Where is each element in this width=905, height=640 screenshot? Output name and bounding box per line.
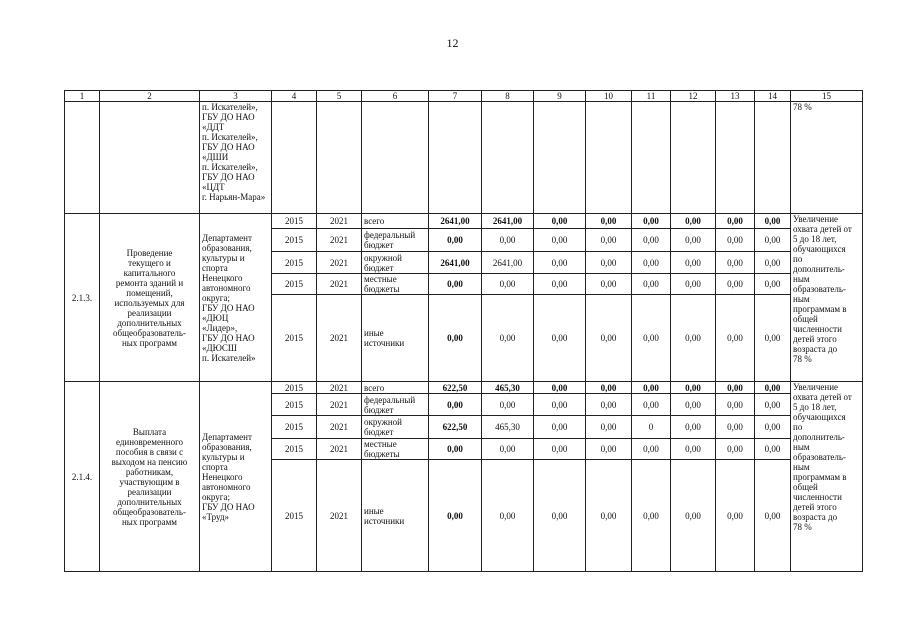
column-header: 13 bbox=[716, 91, 755, 102]
page-number: 12 bbox=[446, 36, 459, 50]
cell-amount: 0,00 bbox=[482, 460, 534, 572]
cell-amount: 0,00 bbox=[482, 295, 534, 382]
cell-amount: 0,00 bbox=[534, 252, 586, 274]
cell-amount: 0,00 bbox=[755, 416, 791, 439]
cell-amount: 0,00 bbox=[586, 252, 632, 274]
column-header: 4 bbox=[272, 91, 317, 102]
cell-start-year: 2015 bbox=[272, 382, 317, 394]
cell-amount: 0,00 bbox=[534, 460, 586, 572]
cell-end-year: 2021 bbox=[317, 382, 362, 394]
cell-end-year: 2021 bbox=[317, 416, 362, 439]
cell-code: 2.1.4. bbox=[65, 382, 100, 572]
cell-amount: 0,00 bbox=[632, 274, 671, 295]
cell-empty bbox=[632, 102, 671, 214]
cell-empty bbox=[482, 102, 534, 214]
cell-amount: 0,00 bbox=[632, 460, 671, 572]
cell-name bbox=[100, 102, 200, 214]
cell-amount: 0,00 bbox=[534, 295, 586, 382]
continuation-row bbox=[65, 102, 863, 214]
cell-amount: 0,00 bbox=[586, 295, 632, 382]
cell-end-year: 2021 bbox=[317, 295, 362, 382]
cell-amount: 2641,00 bbox=[482, 252, 534, 274]
cell-amount: 0,00 bbox=[671, 416, 716, 439]
cell-amount: 0,00 bbox=[632, 295, 671, 382]
column-header: 9 bbox=[534, 91, 586, 102]
cell-amount: 0,00 bbox=[671, 295, 716, 382]
cell-end-year: 2021 bbox=[317, 394, 362, 416]
cell-amount: 0,00 bbox=[429, 460, 482, 572]
cell-funding-source: всего bbox=[362, 214, 429, 229]
cell-amount: 0,00 bbox=[632, 252, 671, 274]
cell-end-year: 2021 bbox=[317, 274, 362, 295]
column-header: 3 bbox=[200, 91, 272, 102]
cell-funding-source: всего bbox=[362, 382, 429, 394]
cell-amount: 0,00 bbox=[586, 460, 632, 572]
table-row bbox=[65, 214, 863, 229]
cell-amount: 0,00 bbox=[671, 439, 716, 460]
cell-empty bbox=[362, 102, 429, 214]
cell-amount: 0,00 bbox=[429, 295, 482, 382]
cell-empty bbox=[534, 102, 586, 214]
cell-result: 78 % bbox=[791, 102, 863, 214]
cell-funding-source: иные источники bbox=[362, 460, 429, 572]
cell-amount: 0,00 bbox=[716, 295, 755, 382]
cell-amount: 0,00 bbox=[586, 439, 632, 460]
cell-code: 2.1.3. bbox=[65, 214, 100, 382]
cell-amount: 0,00 bbox=[586, 382, 632, 394]
cell-start-year: 2015 bbox=[272, 229, 317, 252]
cell-amount: 0,00 bbox=[755, 229, 791, 252]
cell-amount: 465,30 bbox=[482, 382, 534, 394]
cell-funding-source: местные бюджеты bbox=[362, 439, 429, 460]
cell-amount: 0,00 bbox=[632, 439, 671, 460]
cell-amount: 0,00 bbox=[671, 460, 716, 572]
cell-start-year: 2015 bbox=[272, 252, 317, 274]
cell-amount: 0,00 bbox=[534, 382, 586, 394]
cell-amount: 0,00 bbox=[534, 229, 586, 252]
cell-funding-source: местные бюджеты bbox=[362, 274, 429, 295]
cell-amount: 0 bbox=[632, 416, 671, 439]
cell-empty bbox=[317, 102, 362, 214]
cell-amount: 0,00 bbox=[671, 252, 716, 274]
column-header: 5 bbox=[317, 91, 362, 102]
cell-amount: 2641,00 bbox=[429, 252, 482, 274]
cell-amount: 0,00 bbox=[716, 416, 755, 439]
column-header: 11 bbox=[632, 91, 671, 102]
cell-amount: 0,00 bbox=[716, 229, 755, 252]
cell-amount: 0,00 bbox=[671, 382, 716, 394]
cell-amount: 0,00 bbox=[586, 229, 632, 252]
cell-amount: 0,00 bbox=[671, 274, 716, 295]
cell-amount: 2641,00 bbox=[429, 214, 482, 229]
cell-funding-source: федеральный бюджет bbox=[362, 229, 429, 252]
cell-amount: 0,00 bbox=[755, 439, 791, 460]
cell-amount: 0,00 bbox=[482, 229, 534, 252]
cell-end-year: 2021 bbox=[317, 252, 362, 274]
cell-amount: 0,00 bbox=[482, 394, 534, 416]
cell-name: Проведение текущего и капитального ремонта зданий и помещений, используемых для реализации дополнительных общеобразователь- ных программ bbox=[100, 214, 200, 382]
cell-amount: 0,00 bbox=[632, 214, 671, 229]
cell-amount: 0,00 bbox=[716, 214, 755, 229]
cell-funding-source: иные источники bbox=[362, 295, 429, 382]
cell-amount: 0,00 bbox=[586, 274, 632, 295]
cell-empty bbox=[716, 102, 755, 214]
cell-amount: 0,00 bbox=[429, 229, 482, 252]
cell-amount: 0,00 bbox=[429, 439, 482, 460]
column-header: 14 bbox=[755, 91, 791, 102]
cell-amount: 0,00 bbox=[534, 274, 586, 295]
cell-start-year: 2015 bbox=[272, 274, 317, 295]
cell-amount: 0,00 bbox=[482, 439, 534, 460]
cell-amount: 0,00 bbox=[534, 394, 586, 416]
cell-empty bbox=[586, 102, 632, 214]
cell-code bbox=[65, 102, 100, 214]
cell-amount: 0,00 bbox=[671, 214, 716, 229]
cell-amount: 0,00 bbox=[632, 394, 671, 416]
column-header: 12 bbox=[671, 91, 716, 102]
cell-start-year: 2015 bbox=[272, 460, 317, 572]
cell-empty bbox=[671, 102, 716, 214]
cell-result: Увеличение охвата детей от 5 до 18 лет, обучающихся по дополнитель- ным образователь- ным программам в общей численности детей этого возраста до 78 % bbox=[791, 382, 863, 572]
cell-amount: 622,50 bbox=[429, 382, 482, 394]
cell-end-year: 2021 bbox=[317, 439, 362, 460]
cell-amount: 0,00 bbox=[755, 382, 791, 394]
cell-amount: 0,00 bbox=[755, 295, 791, 382]
cell-funding-source: окружной бюджет bbox=[362, 252, 429, 274]
cell-amount: 2641,00 bbox=[482, 214, 534, 229]
cell-amount: 0,00 bbox=[586, 394, 632, 416]
cell-amount: 0,00 bbox=[716, 394, 755, 416]
column-header-row bbox=[65, 91, 863, 102]
cell-amount: 0,00 bbox=[534, 214, 586, 229]
column-header: 7 bbox=[429, 91, 482, 102]
column-header: 6 bbox=[362, 91, 429, 102]
cell-empty bbox=[272, 102, 317, 214]
cell-funding-source: федеральный бюджет bbox=[362, 394, 429, 416]
cell-amount: 0,00 bbox=[534, 439, 586, 460]
cell-start-year: 2015 bbox=[272, 416, 317, 439]
program-table bbox=[64, 90, 863, 572]
cell-funding-source: окружной бюджет bbox=[362, 416, 429, 439]
cell-amount: 0,00 bbox=[671, 394, 716, 416]
cell-amount: 622,50 bbox=[429, 416, 482, 439]
cell-amount: 0,00 bbox=[429, 394, 482, 416]
cell-amount: 0,00 bbox=[755, 460, 791, 572]
cell-amount: 0,00 bbox=[755, 252, 791, 274]
cell-executor: п. Искателей», ГБУ ДО НАО «ДДТ п. Искателей», ГБУ ДО НАО «ДШИ п. Искателей», ГБУ ДО НАО «ЦДТ г. Нарьян-Мара» bbox=[200, 102, 272, 214]
cell-amount: 0,00 bbox=[632, 382, 671, 394]
cell-end-year: 2021 bbox=[317, 229, 362, 252]
cell-amount: 0,00 bbox=[716, 460, 755, 572]
column-header: 10 bbox=[586, 91, 632, 102]
column-header: 2 bbox=[100, 91, 200, 102]
cell-executor: Департамент образования, культуры и спорта Ненецкого автономного округа; ГБУ ДО НАО «ДЮЦ «Лидер», ГБУ ДО НАО «ДЮСШ п. Искателей» bbox=[200, 214, 272, 382]
cell-amount: 0,00 bbox=[586, 416, 632, 439]
cell-empty bbox=[429, 102, 482, 214]
column-header: 15 bbox=[791, 91, 863, 102]
cell-result: Увеличение охвата детей от 5 до 18 лет, обучающихся по дополнитель- ным образователь- ным программам в общей численности детей этого возраста до 78 % bbox=[791, 214, 863, 382]
column-header: 1 bbox=[65, 91, 100, 102]
cell-amount: 0,00 bbox=[716, 252, 755, 274]
column-header: 8 bbox=[482, 91, 534, 102]
table-row bbox=[65, 382, 863, 394]
cell-executor: Департамент образования, культуры и спорта Ненецкого автономного округа; ГБУ ДО НАО «Труд» bbox=[200, 382, 272, 572]
cell-amount: 0,00 bbox=[755, 274, 791, 295]
cell-start-year: 2015 bbox=[272, 295, 317, 382]
cell-amount: 0,00 bbox=[632, 229, 671, 252]
cell-start-year: 2015 bbox=[272, 439, 317, 460]
cell-amount: 0,00 bbox=[755, 214, 791, 229]
cell-amount: 0,00 bbox=[716, 274, 755, 295]
cell-amount: 0,00 bbox=[429, 274, 482, 295]
cell-amount: 465,30 bbox=[482, 416, 534, 439]
cell-start-year: 2015 bbox=[272, 214, 317, 229]
cell-amount: 0,00 bbox=[671, 229, 716, 252]
cell-amount: 0,00 bbox=[716, 382, 755, 394]
cell-amount: 0,00 bbox=[586, 214, 632, 229]
cell-empty bbox=[755, 102, 791, 214]
cell-start-year: 2015 bbox=[272, 394, 317, 416]
cell-amount: 0,00 bbox=[716, 439, 755, 460]
cell-amount: 0,00 bbox=[482, 274, 534, 295]
cell-amount: 0,00 bbox=[755, 394, 791, 416]
cell-end-year: 2021 bbox=[317, 460, 362, 572]
cell-amount: 0,00 bbox=[534, 416, 586, 439]
cell-end-year: 2021 bbox=[317, 214, 362, 229]
cell-name: Выплата единовременного пособия в связи с выходом на пенсию работникам, участвующим в реализации дополнительных общеобразователь- ных программ bbox=[100, 382, 200, 572]
